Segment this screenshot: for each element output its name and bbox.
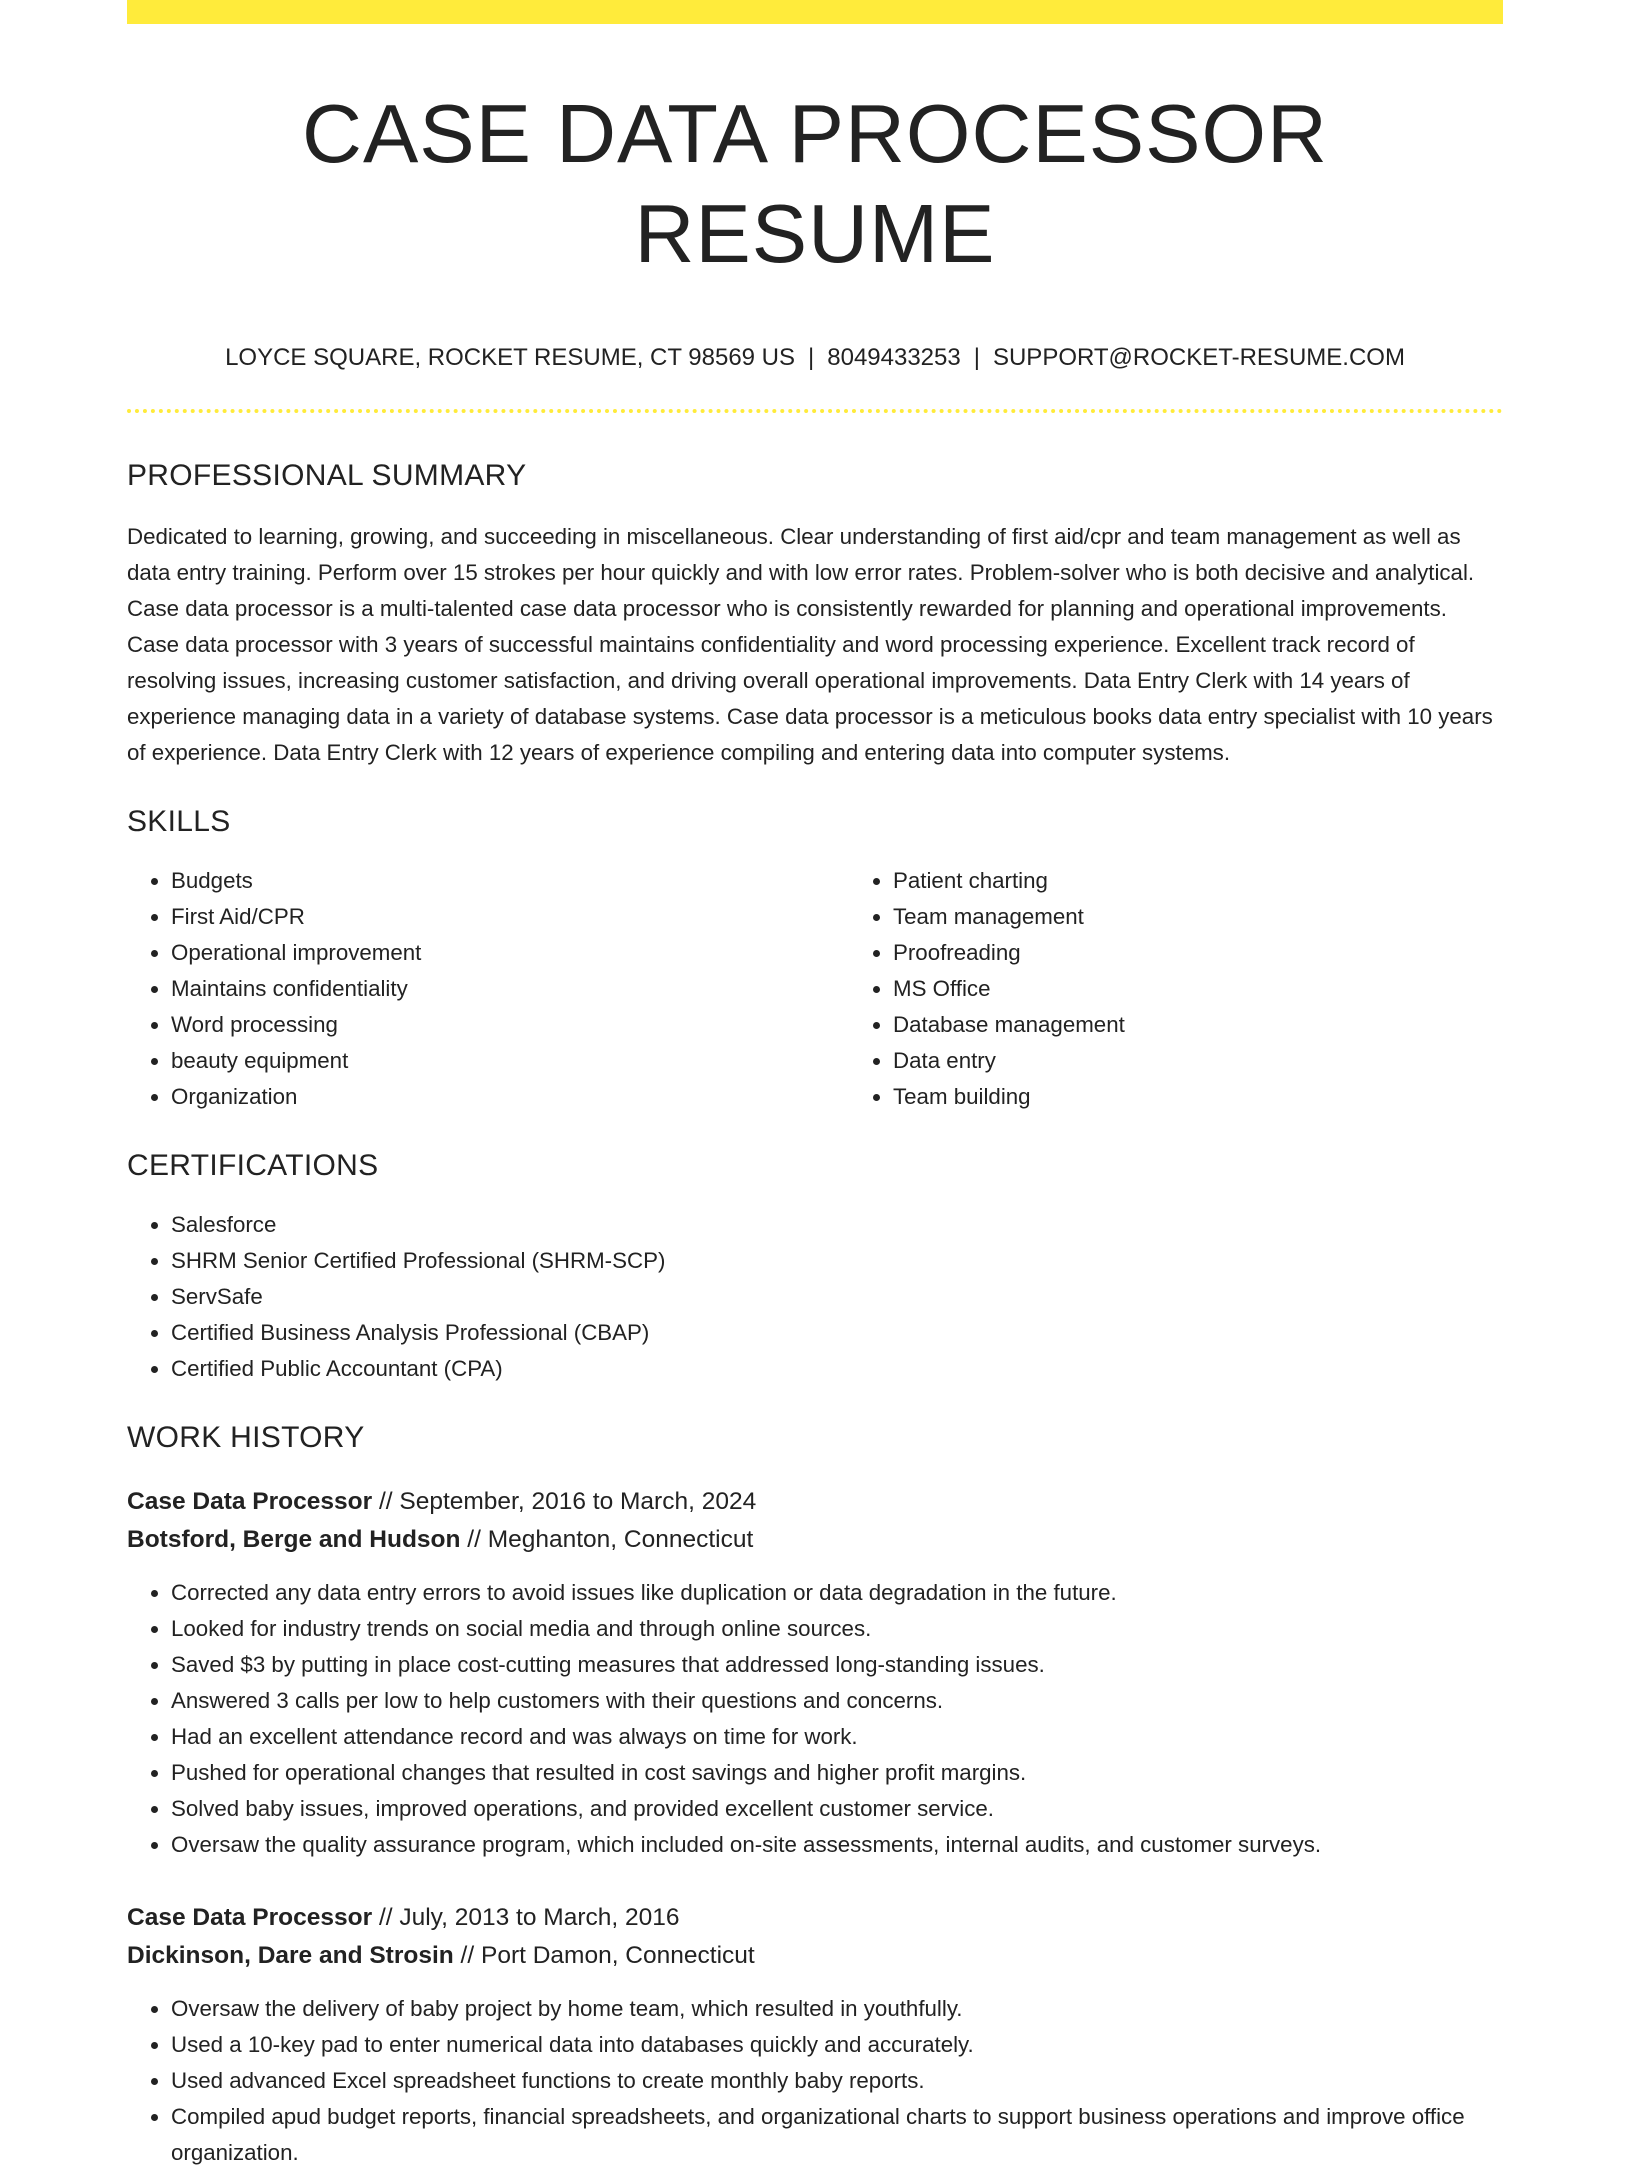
job-location: // Port Damon, Connecticut <box>453 1941 755 1969</box>
skill-item: • Maintains confidentiality <box>171 971 849 1007</box>
skill-item: • Data entry <box>893 1043 1503 1079</box>
accent-top-bar <box>127 0 1503 24</box>
job-dates: // September, 2016 to March, 2024 <box>372 1487 757 1515</box>
job-bullet: • Solved baby issues, improved operations, and provided excellent customer service. <box>171 1791 1503 1827</box>
job-location: // Meghanton, Connecticut <box>460 1525 754 1553</box>
skill-item: • beauty equipment <box>171 1043 849 1079</box>
job-bullet: • Used advanced Excel spreadsheet functions to create monthly baby reports. <box>171 2063 1503 2099</box>
resume-content <box>127 24 1503 2171</box>
certification-item: • ServSafe <box>171 1279 1503 1315</box>
certifications-list <box>127 1207 1503 1387</box>
skill-item: • Organization <box>171 1079 849 1115</box>
certification-item: • Certified Business Analysis Professional (CBAP) <box>171 1315 1503 1351</box>
job-bullets <box>127 1575 1503 1863</box>
skills-heading: SKILLS <box>127 804 231 838</box>
job-bullet: • Used a 10-key pad to enter numerical data into databases quickly and accurately. <box>171 2027 1503 2063</box>
job-company-line <box>127 1521 1503 1559</box>
job-bullet: • Oversaw the quality assurance program, which included on-site assessments, internal audits, and customer surveys. <box>171 1827 1503 1863</box>
certification-item: • Certified Public Accountant (CPA) <box>171 1351 1503 1387</box>
skill-item: • MS Office <box>893 971 1503 1007</box>
skill-item: • Proofreading <box>893 935 1503 971</box>
skill-item: • First Aid/CPR <box>171 899 849 935</box>
job-title-line <box>127 1899 1503 1937</box>
dotted-divider <box>127 409 1503 413</box>
work-history-heading: WORK HISTORY <box>127 1420 365 1454</box>
job-company: Botsford, Berge and Hudson <box>127 1525 461 1553</box>
job-header <box>127 1483 1503 1559</box>
job-bullet: • Corrected any data entry errors to avoid issues like duplication or data degradation in the future. <box>171 1575 1503 1611</box>
job-company: Dickinson, Dare and Strosin <box>127 1941 454 1969</box>
contact-line <box>127 341 1503 375</box>
job-bullet: • Looked for industry trends on social media and through online sources. <box>171 1611 1503 1647</box>
skill-item: • Team building <box>893 1079 1503 1115</box>
job-bullet: • Compiled apud budget reports, financial spreadsheets, and organizational charts to support business operations and improve office organization. <box>171 2099 1503 2171</box>
job-bullet: • Pushed for operational changes that resulted in cost savings and higher profit margins. <box>171 1755 1503 1791</box>
certifications-heading: CERTIFICATIONS <box>127 1148 379 1182</box>
contact-separator: | <box>973 344 980 372</box>
job-title: Case Data Processor <box>127 1487 373 1515</box>
contact-separator: | <box>808 344 815 372</box>
skills-list-right <box>849 863 1503 1115</box>
job-bullets <box>127 1991 1503 2171</box>
job-dates: // July, 2013 to March, 2016 <box>372 1903 680 1931</box>
job-bullet: • Answered 3 calls per low to help customers with their questions and concerns. <box>171 1683 1503 1719</box>
skills-list-left <box>127 863 849 1115</box>
skill-item: • Budgets <box>171 863 849 899</box>
contact-email: SUPPORT@ROCKET-RESUME.COM <box>992 344 1405 372</box>
skill-item: • Word processing <box>171 1007 849 1043</box>
job-company-line <box>127 1937 1503 1975</box>
resume-title: CASE DATA PROCESSOR RESUME <box>302 87 1328 280</box>
skill-item: • Patient charting <box>893 863 1503 899</box>
job-bullet: • Had an excellent attendance record and was always on time for work. <box>171 1719 1503 1755</box>
skill-item: • Team management <box>893 899 1503 935</box>
certification-item: • SHRM Senior Certified Professional (SHRM-SCP) <box>171 1243 1503 1279</box>
contact-address: LOYCE SQUARE, ROCKET RESUME, CT 98569 US <box>225 344 796 372</box>
job-bullet: • Oversaw the delivery of baby project by home team, which resulted in youthfully. <box>171 1991 1503 2027</box>
summary-text: Dedicated to learning, growing, and succeeding in miscellaneous. Clear understanding of first aid/cpr and team management as well as data entry training. Perform over 15 strokes per hour quickly and with low error rates. Problem-solver who is both decisive and analytical. Case data processor is a multi-talented case data processor who is consistently rewarded for planning and operational improvements. Case data processor with 3 years of successful maintains confidentiality and word processing experience. Excellent track record of resolving issues, increasing customer satisfaction, and driving overall operational improvements. Data Entry Clerk with 14 years of experience managing data in a variety of database systems. Case data processor is a meticulous books data entry specialist with 10 years of experience. Data Entry Clerk with 12 years of experience compiling and entering data into computer systems. <box>127 523 1493 765</box>
job-header <box>127 1899 1503 1975</box>
contact-phone: 8049433253 <box>827 344 961 372</box>
skills-columns <box>127 863 1503 1115</box>
summary-heading: PROFESSIONAL SUMMARY <box>127 458 527 492</box>
job-title-line <box>127 1483 1503 1521</box>
certification-item: • Salesforce <box>171 1207 1503 1243</box>
job-entry <box>127 1899 1503 2171</box>
job-bullet: • Saved $3 by putting in place cost-cutting measures that addressed long-standing issues. <box>171 1647 1503 1683</box>
skill-item: • Operational improvement <box>171 935 849 971</box>
skill-item: • Database management <box>893 1007 1503 1043</box>
job-entry <box>127 1483 1503 1863</box>
job-title: Case Data Processor <box>127 1903 373 1931</box>
